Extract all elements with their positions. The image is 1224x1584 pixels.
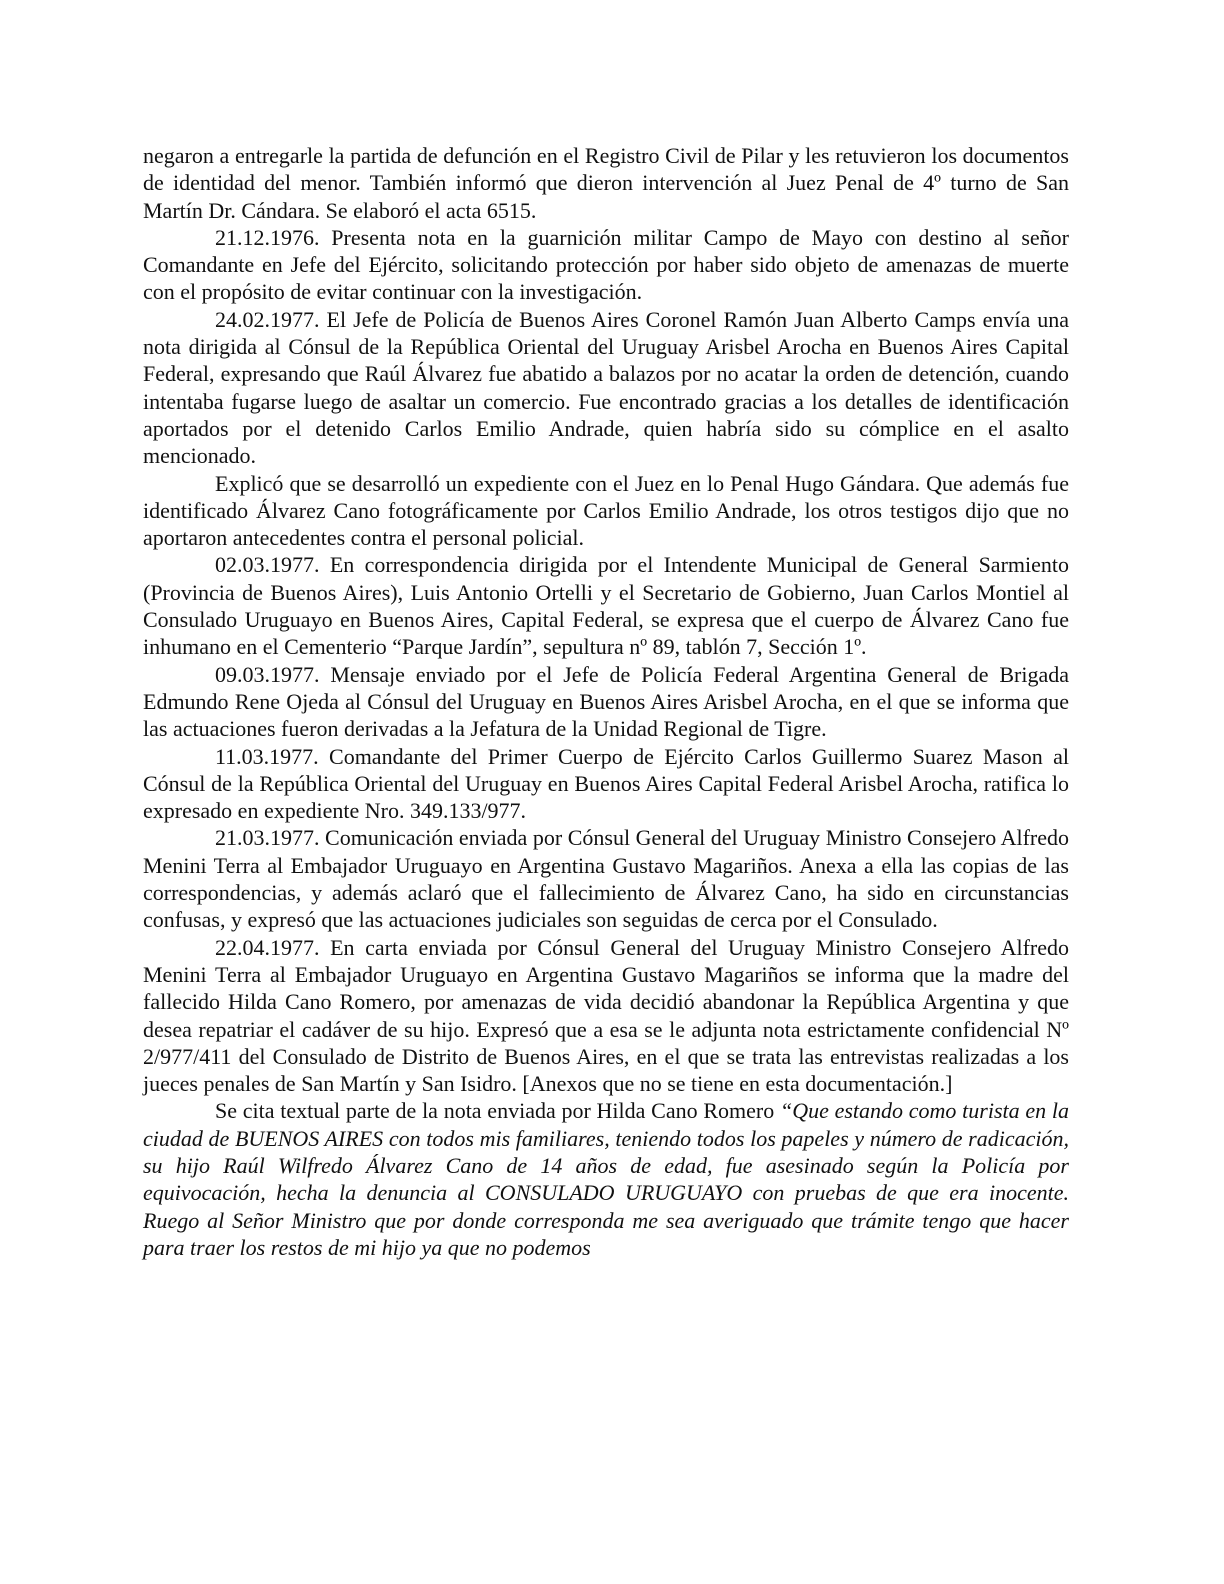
paragraph-text: 21.12.1976. Presenta nota en la guarnición militar Campo de Mayo con destino al señor Comandante en Jefe del Ejército, solicitando protección por haber sido objeto de amenazas de muerte con el propósito de evitar continuar con la investigación. (143, 224, 1069, 305)
paragraph-explico (143, 470, 1069, 552)
paragraph-1977-03-02 (143, 551, 1069, 660)
paragraph-text: 24.02.1977. El Jefe de Policía de Buenos Aires Coronel Ramón Juan Alberto Camps envía una nota dirigida al Cónsul de la República Oriental del Uruguay Arisbel Arocha en Buenos Aires Capital Federal, expresando que Raúl Álvarez fue abatido a balazos por no acatar la orden de detención, cuando intentaba fugarse luego de asaltar un comercio. Fue encontrado gracias a los detalles de identificación aportados por el detenido Carlos Emilio Andrade, quien habría sido su cómplice en el asalto mencionado. (143, 306, 1069, 469)
paragraph-text: 21.03.1977. Comunicación enviada por Cónsul General del Uruguay Ministro Consejero Alfredo Menini Terra al Embajador Uruguayo en Argentina Gustavo Magariños. Anexa a ella las copias de las correspondencias, y además aclaró que el fallecimiento de Álvarez Cano, ha sido en circunstancias confusas, y expresó que las actuaciones judiciales son seguidas de cerca por el Consulado. (143, 825, 1069, 933)
paragraph-text: negaron a entregarle la partida de defunción en el Registro Civil de Pilar y les retuvieron los documentos de identidad del menor. También informó que dieron intervención al Juez Penal de 4º turno de San Martín Dr. Cándara. Se elaboró el acta 6515. (143, 143, 1069, 223)
paragraph-text: Se cita textual parte de la nota enviada por Hilda Cano Romero (215, 1098, 780, 1124)
paragraph-text: 02.03.1977. En correspondencia dirigida por el Intendente Municipal de General Sarmiento (Provincia de Buenos Aires), Luis Antonio Ortelli y el Secretario de Gobierno, Juan Carlos Montiel al Consulado Uruguayo en Buenos Aires, Capital Federal, se expresa que el cuerpo de Álvarez Cano fue inhumano en el Cementerio “Parque Jardín”, sepultura nº 89, tablón 7, Sección 1º. (143, 552, 1069, 660)
paragraph-1977-02-24 (143, 306, 1069, 470)
paragraph-text: 22.04.1977. En carta enviada por Cónsul General del Uruguay Ministro Consejero Alfredo Menini Terra al Embajador Uruguayo en Argentina Gustavo Magariños se informa que la madre del fallecido Hilda Cano Romero, por amenazas de vida decidió abandonar la República Argentina y que desea repatriar el cadáver de su hijo. Expresó que a esa se le adjunta nota estrictamente confidencial Nº 2/977/411 del Consulado de Distrito de Buenos Aires, en el que se trata las entrevistas realizadas a los jueces penales de San Martín y San Isidro. [Anexos que no se tiene en esta documentación.] (143, 934, 1069, 1097)
paragraph-cita-textual (143, 1097, 1069, 1261)
paragraph-text: Explicó que se desarrolló un expediente con el Juez en lo Penal Hugo Gándara. Que además fue identificado Álvarez Cano fotográficamente por Carlos Emilio Andrade, los otros testigos dijo que no aportaron antecedentes contra el personal policial. (143, 470, 1069, 551)
paragraph-1976-12-21 (143, 224, 1069, 306)
paragraph-1977-03-09 (143, 661, 1069, 743)
paragraph-text: 09.03.1977. Mensaje enviado por el Jefe de Policía Federal Argentina General de Brigada Edmundo Rene Ojeda al Cónsul del Uruguay en Buenos Aires Arisbel Arocha, en el que se informa que las actuaciones fueron derivadas a la Jefatura de la Unidad Regional de Tigre. (143, 661, 1069, 742)
paragraph-continuation (143, 142, 1069, 224)
paragraph-1977-03-11 (143, 743, 1069, 825)
paragraph-text: 11.03.1977. Comandante del Primer Cuerpo de Ejército Carlos Guillermo Suarez Mason al Cónsul de la República Oriental del Uruguay en Buenos Aires Capital Federal Arisbel Arocha, ratifica lo expresado en expediente Nro. 349.133/977. (143, 743, 1069, 824)
paragraph-1977-03-21 (143, 824, 1069, 933)
document-page (143, 142, 1069, 1261)
paragraph-1977-04-22 (143, 934, 1069, 1098)
quoted-text: “Que estando como turista en la ciudad de BUENOS AIRES con todos mis familiares, teniendo todos los papeles y número de radicación, su hijo Raúl Wilfredo Álvarez Cano de 14 años de edad, fue asesinado según la Policía por equivocación, hecha la denuncia al CONSULADO URUGUAYO con pruebas de que era inocente. Ruego al Señor Ministro que por donde corresponda me sea averiguado que trámite tengo que hacer para traer los restos de mi hijo ya que no podemos (143, 1098, 1070, 1260)
